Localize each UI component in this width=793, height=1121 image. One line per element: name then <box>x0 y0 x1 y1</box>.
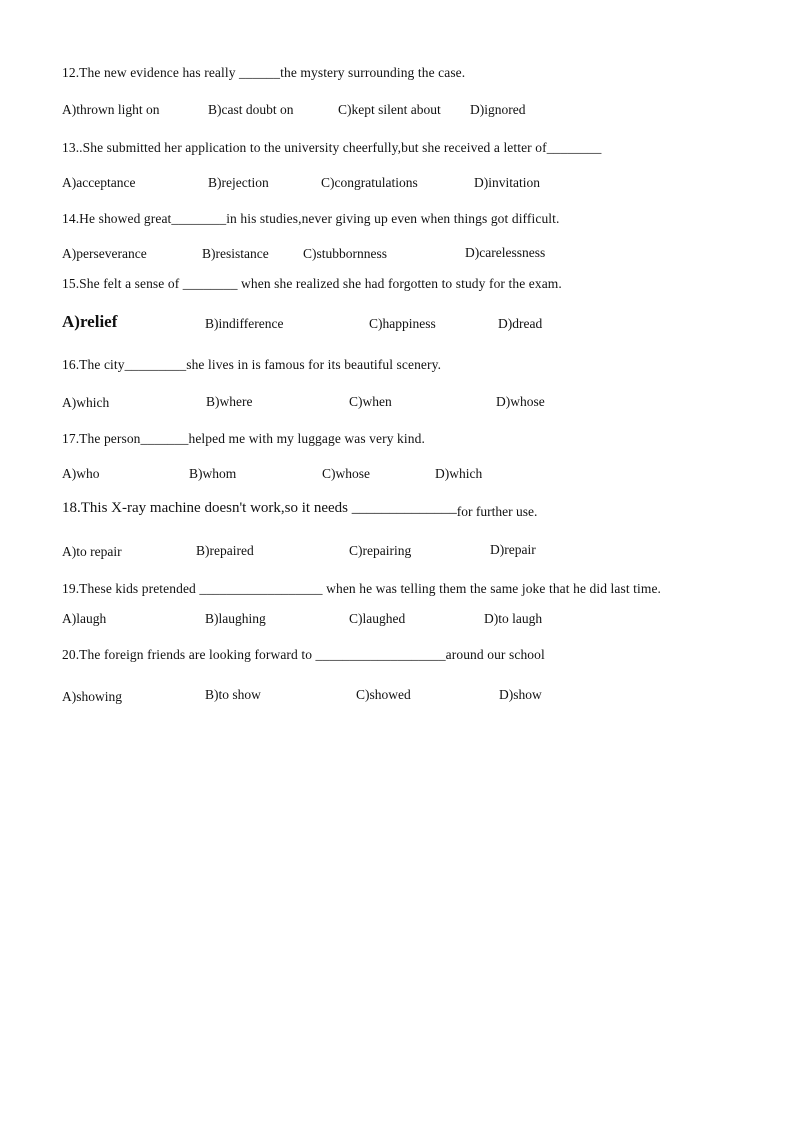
question-15-option-c: C)happiness <box>369 316 436 331</box>
question-20-stem: 20.The foreign friends are looking forward to ___________________around our school <box>62 647 545 662</box>
question-14-option-a: A)perseverance <box>62 246 147 261</box>
question-16-option-b: B)where <box>206 394 253 409</box>
question-13-option-d: D)invitation <box>474 175 540 190</box>
question-19-option-d: D)to laugh <box>484 611 543 626</box>
question-19-option-a: A)laugh <box>62 611 107 626</box>
question-18-stem <box>62 499 537 517</box>
question-20-option-b: B)to show <box>205 687 261 702</box>
question-19-option-b: B)laughing <box>205 611 266 626</box>
question-18-option-d: D)repair <box>490 542 536 557</box>
question-18-stem-tail: for further use. <box>456 504 538 519</box>
question-14-option-d: D)carelessness <box>465 245 546 260</box>
question-20-option-d: D)show <box>499 687 542 702</box>
question-17-option-a: A)who <box>62 466 100 481</box>
question-15-option-b: B)indifference <box>205 316 284 331</box>
question-18-stem-main: 18.This X-ray machine doesn't work,so it needs ______________ <box>62 500 457 516</box>
question-19-option-c: C)laughed <box>349 611 406 626</box>
question-15-option-a: A)relief <box>62 312 118 331</box>
question-13-option-a: A)acceptance <box>62 175 136 190</box>
question-18-option-c: C)repairing <box>349 543 412 558</box>
question-14-stem: 14.He showed great________in his studies,never giving up even when things got difficult. <box>62 211 560 226</box>
question-20-option-a: A)showing <box>62 689 122 704</box>
question-14-option-c: C)stubbornness <box>303 246 387 261</box>
question-12-option-d: D)ignored <box>470 102 526 117</box>
question-17-stem: 17.The person_______helped me with my luggage was very kind. <box>62 431 425 446</box>
question-17-option-c: C)whose <box>322 466 370 481</box>
question-12-option-b: B)cast doubt on <box>208 102 294 117</box>
question-19-stem: 19.These kids pretended __________________ when he was telling them the same joke that he did last time. <box>62 581 662 596</box>
question-20-option-c: C)showed <box>356 687 411 702</box>
question-12-option-a: A)thrown light on <box>62 102 160 117</box>
question-16-option-a: A)which <box>62 395 110 410</box>
question-13-stem: 13..She submitted her application to the university cheerfully,but she received a letter of________ <box>62 140 602 155</box>
question-15-option-d: D)dread <box>498 316 543 331</box>
question-17-option-b: B)whom <box>189 466 237 481</box>
question-14-option-b: B)resistance <box>202 246 269 261</box>
question-13-option-c: C)congratulations <box>321 175 418 190</box>
question-12-stem: 12.The new evidence has really ______the mystery surrounding the case. <box>62 65 466 80</box>
question-18-option-a: A)to repair <box>62 544 122 559</box>
question-12-option-c: C)kept silent about <box>338 102 441 117</box>
question-16-option-c: C)when <box>349 394 392 409</box>
question-16-option-d: D)whose <box>496 394 545 409</box>
question-15-stem: 15.She felt a sense of ________ when she realized she had forgotten to study for the exam. <box>62 276 562 291</box>
question-16-stem: 16.The city_________she lives in is famous for its beautiful scenery. <box>62 357 442 372</box>
question-17-option-d: D)which <box>435 466 483 481</box>
question-18-option-b: B)repaired <box>196 543 254 558</box>
question-13-option-b: B)rejection <box>208 175 269 190</box>
